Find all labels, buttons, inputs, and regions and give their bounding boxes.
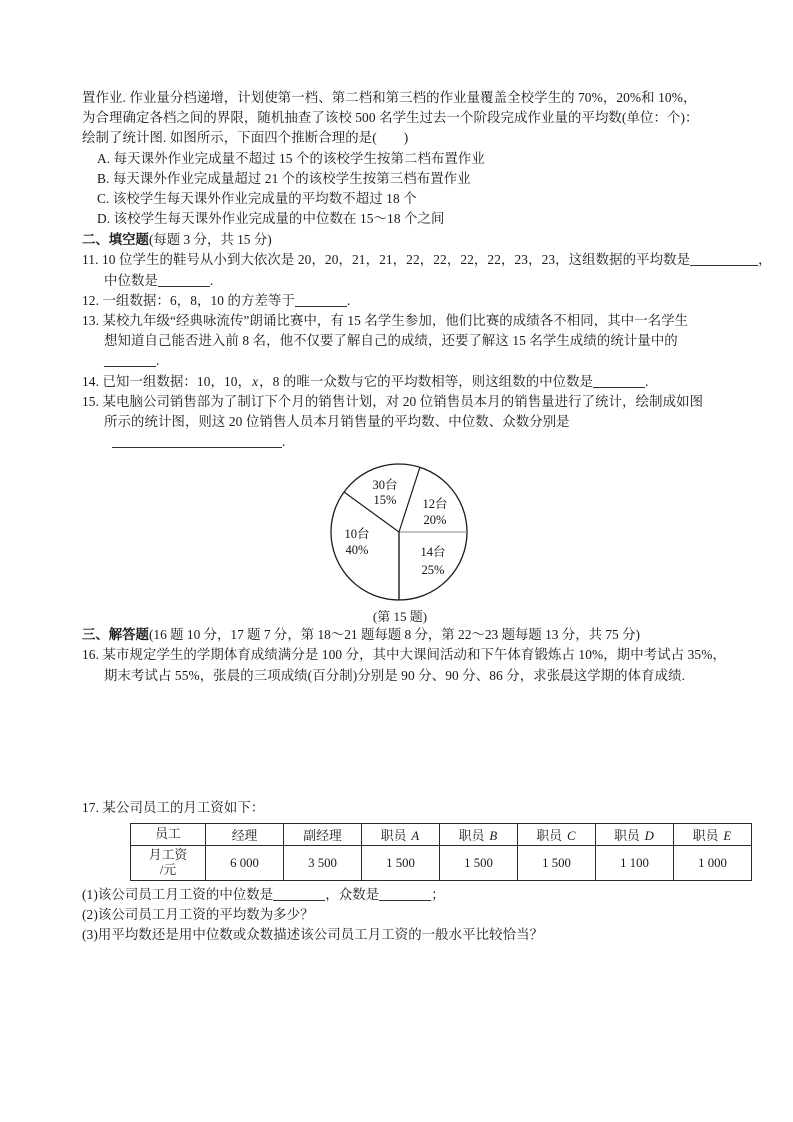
staff-b-label: 职员 [458, 829, 485, 844]
table-row-header [131, 824, 752, 846]
section-three-score: (16 题 10 分，17 题 7 分，第 18～21 题每题 8 分，第 22～23 题每题 13 分，共 75 分) [148, 627, 640, 643]
staff-d-label: 职员 [614, 829, 640, 844]
pie-label-30-percent: 15% [373, 493, 397, 508]
q10-line-3: 绘制了统计图. 如图所示，下面四个推断合理的是( ) [82, 130, 409, 146]
question-15-figure [82, 456, 718, 624]
q11-text-c: 中位数是 [104, 272, 158, 288]
staff-c-label: 职员 [536, 829, 563, 844]
salary-value-staff-c: 1 500 [518, 846, 596, 881]
pie-label-14-name: 14台 [420, 545, 446, 560]
q17-sub1-text-c: ； [431, 887, 445, 903]
q13-line-2: 想知道自己能否进入前 8 名，他不仅要了解自己的成绩，还要了解这 15 名学生成绩的统计量中的 [104, 333, 678, 349]
q15-line-1: 15. 某电脑公司销售部为了制订下个月的销售计划，对 20 位销售员本月的销售量进行了统计，绘制成如图 [82, 393, 704, 409]
question-15 [82, 392, 718, 453]
question-17 [82, 798, 732, 946]
q11-text-b: ， [758, 252, 772, 268]
q11-answer-blank-median[interactable] [158, 274, 210, 287]
pie-chart [319, 456, 479, 606]
staff-a-var: A [411, 829, 420, 844]
pie-label-12-percent: 20% [423, 513, 447, 528]
q13-line-3 [82, 351, 718, 371]
pie-divider-upper-right [399, 467, 420, 532]
staff-c-var: C [567, 829, 576, 844]
table-header-manager: 经理 [206, 824, 284, 846]
pie-label-12-name: 12台 [422, 497, 448, 512]
section-three-heading [82, 624, 718, 645]
q17-sub-3: (3)用平均数还是用中位数或众数描述该公司员工月工资的一般水平比较恰当？ [82, 927, 544, 943]
table-header-vice-manager: 副经理 [284, 824, 362, 846]
question-14 [82, 372, 718, 392]
q14-variable-x: x [252, 373, 259, 389]
q10-option-b: B. 每天课外作业完成量超过 21 个的该校学生按第三档布置作业 [97, 170, 471, 186]
q17-median-blank[interactable] [273, 888, 325, 901]
q15-line-3 [82, 432, 718, 452]
q15-line-2: 所示的统计图，则这 20 位销售人员本月销售量的平均数、中位数、众数分别是 [104, 414, 570, 430]
q16-working-space [82, 686, 718, 798]
q11-text-a: 11. 10 位学生的鞋号从小到大依次是 20，20，21，21，22，22，22，22，23，23，这组数据的平均数是 [82, 252, 691, 268]
q10-option-d: D. 该校学生每天课外作业完成量的中位数在 15～18 个之间 [97, 211, 445, 227]
table-header-employee: 员工 [131, 824, 206, 846]
pie-label-30-name: 30台 [372, 478, 398, 493]
q10-option-a: A. 每天课外作业完成量不超过 15 个的该校学生按第二档布置作业 [97, 150, 485, 166]
q11-line-2 [82, 271, 718, 291]
section-two-score: (每题 3 分，共 15 分) [148, 232, 272, 248]
q13-line-1: 13. 某校九年级“经典咏流传”朗诵比赛中，有 15 名学生参加，他们比赛的成绩各不相同，其中一名学生 [82, 313, 689, 329]
salary-value-staff-a: 1 500 [362, 846, 440, 881]
question-12 [82, 291, 718, 311]
figure-caption: (第 15 题) [372, 609, 428, 625]
q15-answer-blank[interactable] [112, 435, 282, 448]
q11-text-d: . [209, 272, 214, 288]
q17-sub1-text-a: (1)该公司员工月工资的中位数是 [82, 887, 274, 903]
q13-text-end: . [156, 353, 160, 369]
q14-answer-blank[interactable] [593, 375, 645, 388]
pie-label-10-percent: 40% [345, 543, 369, 558]
salary-value-staff-d: 1 100 [596, 846, 674, 881]
staff-e-var: E [723, 829, 732, 844]
q15-text-end: . [282, 434, 286, 450]
question-11 [82, 250, 772, 290]
q14-text-c: . [645, 373, 649, 389]
q17-sub-1 [82, 885, 718, 905]
table-header-staff-a [362, 824, 440, 846]
q16-line-1: 16. 某市规定学生的学期体育成绩满分是 100 分，其中大课间活动和下午体育锻炼占 10%，期中考试占 35%， [82, 647, 726, 663]
q13-answer-blank[interactable] [104, 354, 156, 367]
q17-mode-blank[interactable] [379, 888, 431, 901]
section-two-heading [82, 229, 718, 250]
q17-sub1-text-b: ，众数是 [325, 887, 380, 903]
table-header-staff-b [440, 824, 518, 846]
salary-table-wrap [130, 823, 732, 881]
q14-text-a: 14. 已知一组数据：10，10， [82, 373, 252, 389]
pie-chart-svg [319, 456, 479, 606]
salary-table [130, 823, 752, 881]
staff-b-var: B [489, 829, 498, 844]
q16-line-2: 期末考试占 55%，张晨的三项成绩(百分制)分别是 90 分、90 分、86 分，求张晨这学期的体育成绩. [104, 667, 686, 683]
page-content [82, 88, 772, 946]
salary-value-vice-manager: 3 500 [284, 846, 362, 881]
table-header-staff-c [518, 824, 596, 846]
staff-a-label: 职员 [380, 829, 407, 844]
q10-line-1: 置作业. 作业量分档递增，计划使第一档、第二档和第三档的作业量覆盖全校学生的 70%，20%和 10%， [82, 90, 697, 105]
q11-answer-blank-mean[interactable] [690, 253, 758, 266]
q12-answer-blank[interactable] [295, 294, 347, 307]
salary-value-staff-e: 1 000 [674, 846, 752, 881]
pie-label-14-percent: 25% [421, 563, 445, 578]
section-three-title: 三、解答题 [82, 627, 149, 643]
question-10-continued [82, 88, 718, 229]
table-header-staff-d [596, 824, 674, 846]
table-row-salary [131, 846, 752, 881]
salary-value-staff-b: 1 500 [440, 846, 518, 881]
table-header-staff-e [674, 824, 752, 846]
table-header-salary [131, 846, 206, 881]
salary-value-manager: 6 000 [206, 846, 284, 881]
staff-e-label: 职员 [692, 829, 719, 844]
salary-label-line2: /元 [159, 863, 177, 878]
q17-sub-2: (2)该公司员工月工资的平均数为多少？ [82, 907, 314, 923]
q14-text-b: ，8 的唯一众数与它的平均数相等，则这组数的中位数是 [259, 373, 594, 389]
q10-line-2: 为合理确定各档之间的界限，随机抽查了该校 500 名学生过去一个阶段完成作业量的平均数(单位：个)： [82, 110, 699, 126]
q12-text-a: 12. 一组数据：6，8，10 的方差等于 [82, 292, 296, 308]
q12-text-b: . [347, 292, 351, 308]
question-13 [82, 311, 718, 372]
q17-stem: 17. 某公司员工的月工资如下： [82, 799, 265, 815]
staff-d-var: D [644, 829, 654, 844]
salary-label-line1: 月工资 [148, 848, 188, 863]
pie-label-10-name: 10台 [344, 527, 370, 542]
section-two-title: 二、填空题 [82, 232, 149, 248]
q11-line-1 [82, 250, 772, 270]
q10-option-c: C. 该校学生每天课外作业完成量的平均数不超过 18 个 [97, 191, 417, 207]
question-16 [82, 645, 726, 685]
